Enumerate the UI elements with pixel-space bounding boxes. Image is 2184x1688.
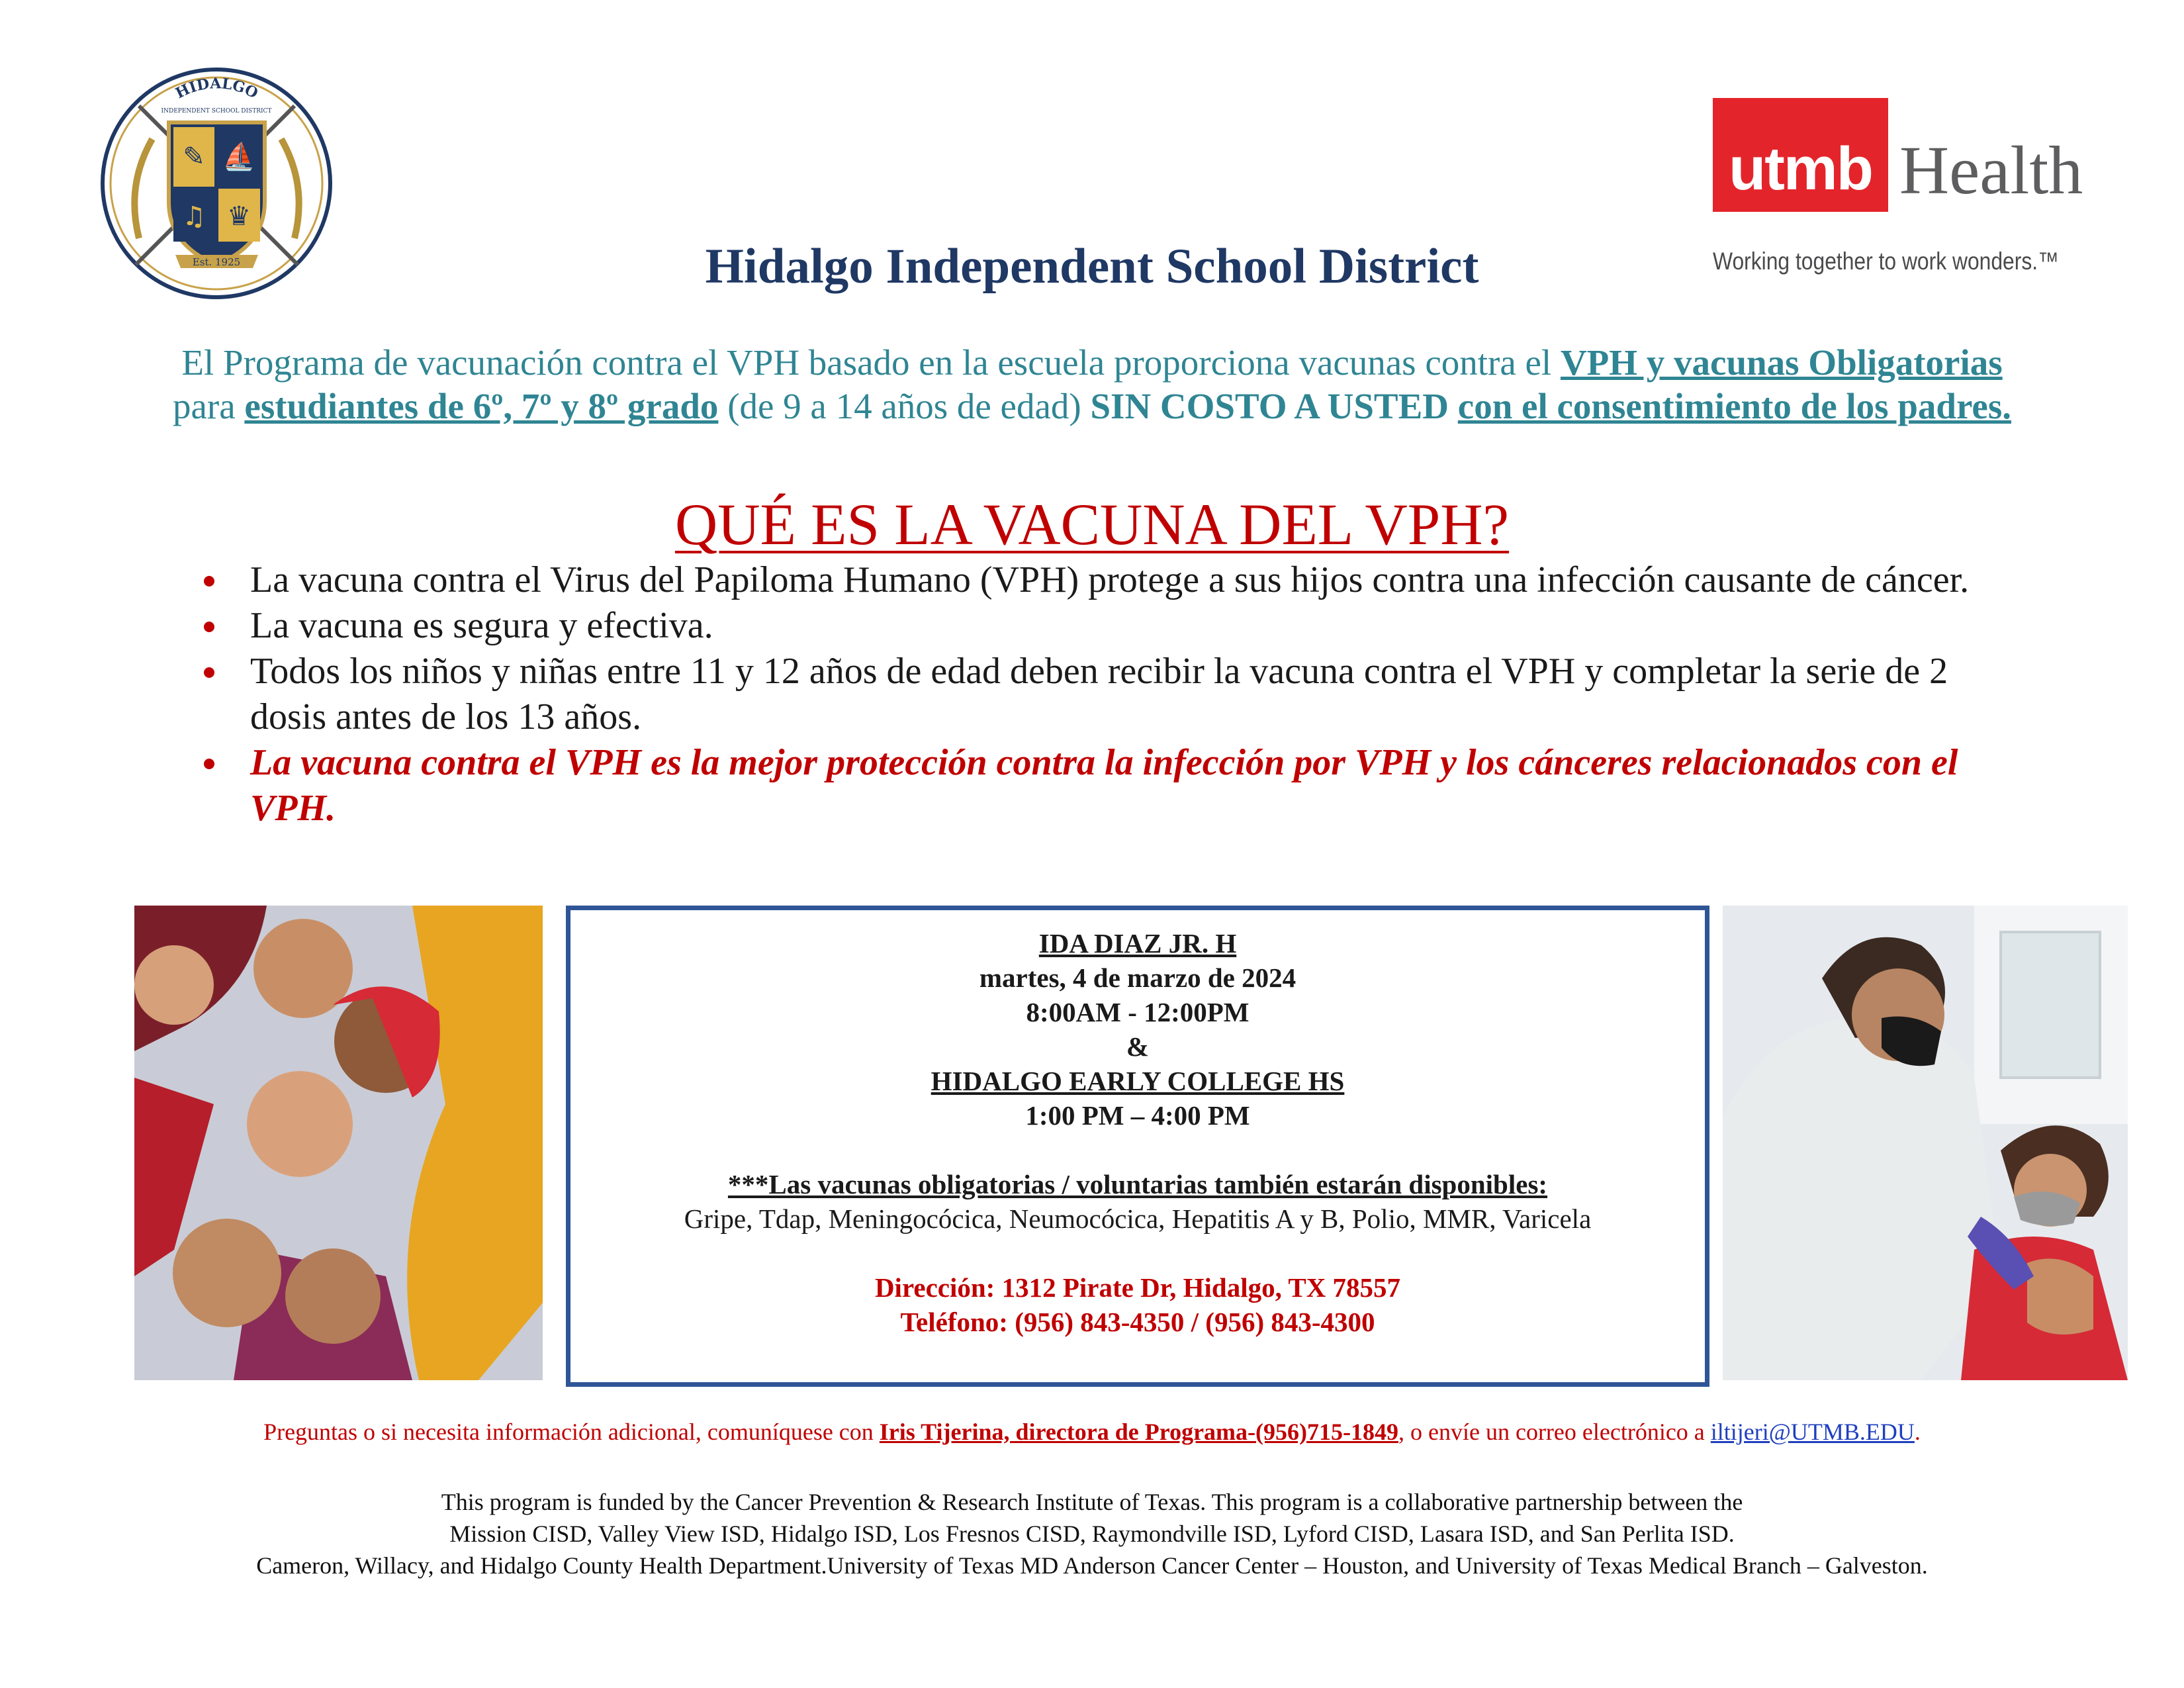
utmb-health-text: Health bbox=[1899, 132, 2083, 209]
event-time-1: 8:00AM - 12:00PM bbox=[1026, 997, 1250, 1027]
svg-text:♫: ♫ bbox=[182, 201, 206, 232]
event-time-2: 1:00 PM – 4:00 PM bbox=[1025, 1100, 1250, 1131]
contact-middle: , o envíe un correo electrónico a bbox=[1398, 1419, 1711, 1445]
utmb-brand-text: utmb bbox=[1729, 135, 1872, 203]
event-address: Dirección: 1312 Pirate Dr, Hidalgo, TX 78557 bbox=[874, 1272, 1401, 1303]
vaccines-list: Gripe, Tdap, Meningocócica, Neumocócica, Hepatitis A y B, Polio, MMR, Varicela bbox=[684, 1203, 1592, 1234]
intro-space bbox=[1449, 386, 1458, 426]
funding-line: Mission CISD, Valley View ISD, Hidalgo ISD, Los Fresnos CISD, Raymondville ISD, Lyford CISD, Lasara ISD, and San Perlita ISD. bbox=[449, 1521, 1735, 1547]
svg-text:INDEPENDENT SCHOOL DISTRICT: INDEPENDENT SCHOOL DISTRICT bbox=[161, 108, 272, 115]
event-ampersand: & bbox=[1126, 1031, 1150, 1062]
contact-line bbox=[0, 1418, 2184, 1446]
children-group-photo bbox=[134, 906, 543, 1380]
event-date: martes, 4 de marzo de 2024 bbox=[979, 962, 1297, 993]
intro-text-1: El Programa de vacunación contra el VPH basado en la escuela proporciona vacunas contra el bbox=[181, 342, 1561, 383]
funding-line: This program is funded by the Cancer Prevention & Research Institute of Texas. This program is a collaborative partnership between the bbox=[441, 1489, 1743, 1515]
funding-line: Cameron, Willacy, and Hidalgo County Health Department.University of Texas MD Anderson Cancer Center – Houston, and University of Texas Medical Branch – Galveston. bbox=[256, 1552, 1928, 1579]
event-site-2: HIDALGO EARLY COLLEGE HS bbox=[931, 1066, 1345, 1096]
event-details-box bbox=[566, 906, 1709, 1387]
vaccination-photo bbox=[1723, 906, 2128, 1380]
svg-text:✎: ✎ bbox=[183, 142, 205, 172]
intro-ages: (de 9 a 14 años de edad) bbox=[718, 386, 1091, 426]
intro-paragraph bbox=[79, 341, 2105, 428]
contact-prefix: Preguntas o si necesita información adicional, comuníquese con bbox=[263, 1419, 880, 1445]
bullet-list bbox=[199, 557, 1985, 831]
bullet-item-highlight: La vacuna contra el VPH es la mejor protección contra la infección por VPH y los cánceres relacionados con el VPH. bbox=[199, 740, 1985, 831]
utmb-tagline: Working together to work wonders.™ bbox=[1713, 248, 2059, 275]
district-title: Hidalgo Independent School District bbox=[705, 239, 1479, 294]
svg-text:HIDALGO: HIDALGO bbox=[173, 75, 261, 103]
contact-email-link[interactable]: iltijeri@UTMB.EDU bbox=[1710, 1419, 1915, 1445]
svg-text:♛: ♛ bbox=[227, 201, 251, 232]
bullet-item: Todos los niños y niñas entre 11 y 12 años de edad deben recibir la vacuna contra el VPH y completar la serie de 2 dosis antes de los 13 años. bbox=[199, 649, 1985, 740]
event-phone: Teléfono: (956) 843-4350 / (956) 843-4300 bbox=[900, 1307, 1375, 1337]
vaccines-heading: ***Las vacunas obligatorias / voluntarias también estarán disponibles: bbox=[727, 1169, 1548, 1199]
contact-name: Iris Tijerina, directora de Programa-(956)715-1849 bbox=[879, 1419, 1398, 1445]
intro-consent: con el consentimiento de los padres. bbox=[1457, 386, 2011, 426]
bullet-item: La vacuna es segura y efectiva. bbox=[199, 603, 1985, 649]
intro-grades: estudiantes de 6º, 7º y 8º grado bbox=[244, 386, 719, 426]
svg-text:Est. 1925: Est. 1925 bbox=[192, 256, 241, 268]
intro-text-3: para bbox=[173, 386, 245, 426]
bullet-item: La vacuna contra el Virus del Papiloma Humano (VPH) protege a sus hijos contra una infección causante de cáncer. bbox=[199, 557, 1985, 603]
intro-vph-obligatorias: VPH y vacunas Obligatorias bbox=[1560, 342, 2003, 383]
contact-suffix: . bbox=[1914, 1419, 1921, 1445]
svg-text:⛵: ⛵ bbox=[222, 142, 255, 172]
event-site-1: IDA DIAZ JR. H bbox=[1038, 928, 1237, 959]
intro-no-cost: SIN COSTO A USTED bbox=[1090, 386, 1449, 426]
funding-statement bbox=[0, 1486, 2184, 1581]
utmb-brand-box bbox=[1713, 98, 1888, 212]
question-heading: QUÉ ES LA VACUNA DEL VPH? bbox=[674, 492, 1510, 557]
